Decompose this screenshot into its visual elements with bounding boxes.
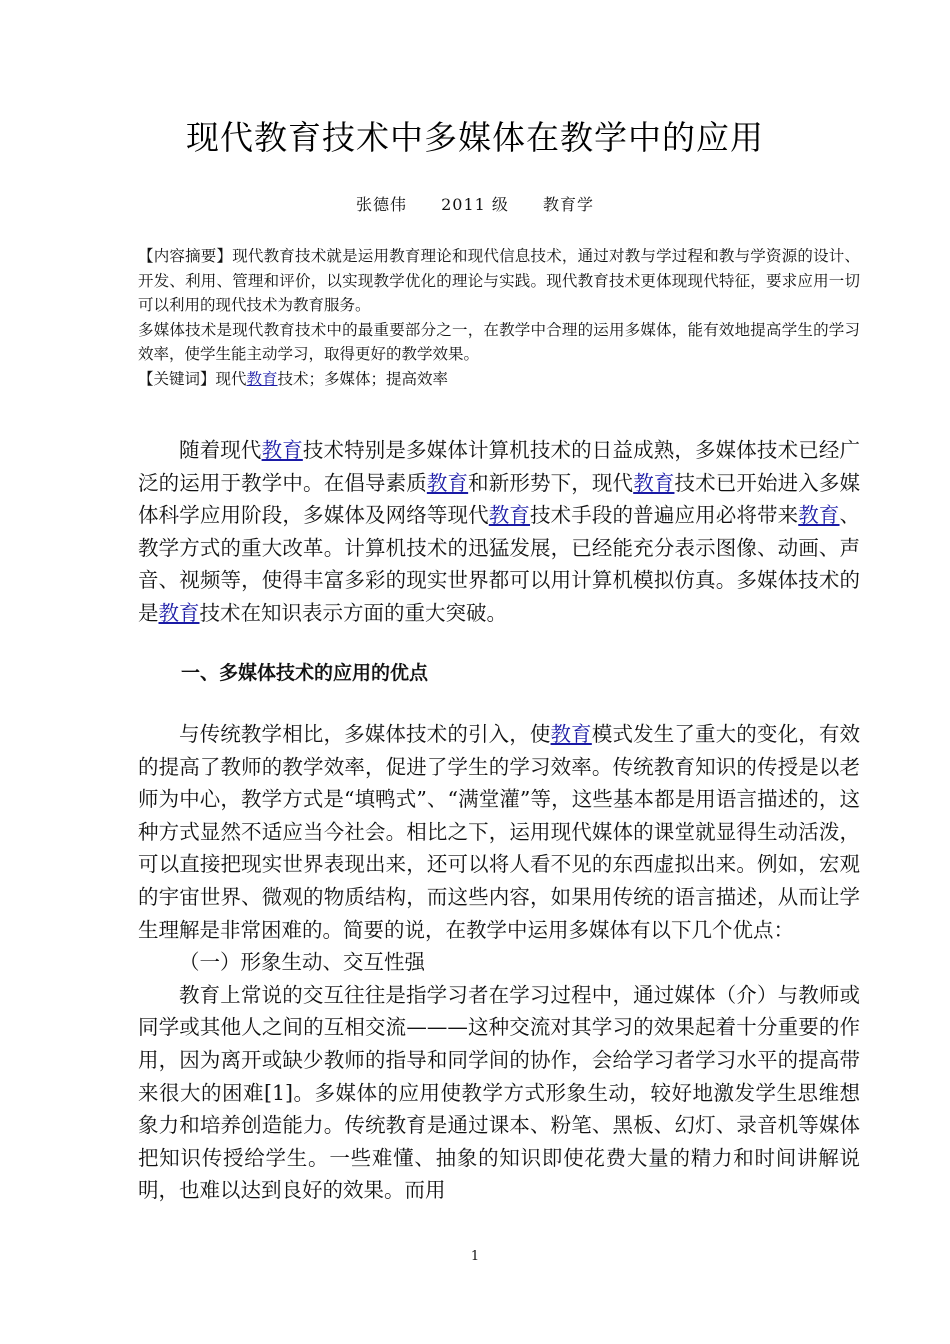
text-run: 模式发生了重大的变化，有效的提高了教师的教学效率，促进了学生的学习效率。传统教育知识的传授是以老师为中心，教学方式是“填鸭式”、“满堂灌”等，这些基本都是用语言描述的，这种方式显然不适应当今社会。相比之下，运用现代媒体的课堂就显得生动活泼，可以直接把现实世界表现出来，还可以将人看不见的东西虚拟出来。例如，宏观的宇宙世界、微观的物质结构，而这些内容，如果用传统的语言描述，从而让学生理解是非常困难的。简要的说，在教学中运用多媒体有以下几个优点： <box>138 722 860 942</box>
abstract-block <box>138 244 860 391</box>
section-paragraph <box>138 718 860 946</box>
text-run: 、教学方式的重大改革。计算机技术的迅猛发展，已经能充分表示图像、动画、声音、视频等，使得丰富多彩的现实世界都可以用计算机模拟仿真。多媒体技术的是 <box>138 503 861 625</box>
author-name: 张德伟 <box>355 195 407 214</box>
keyword-link[interactable]: 教育 <box>488 503 531 528</box>
text-run: 技术特别是多媒体计算机技术的日益成熟，多媒体技术已经广泛的运用于教学中。在倡导素质 <box>138 438 860 495</box>
text-run: 技术手段的普遍应用必将带来 <box>530 503 799 528</box>
keyword-link[interactable]: 教育 <box>158 600 200 625</box>
paper-title: 现代教育技术中多媒体在教学中的应用 <box>186 118 764 157</box>
keywords-line <box>138 367 860 392</box>
abstract-paragraph: 【内容摘要】现代教育技术就是运用教育理论和现代信息技术，通过对教与学过程和教与学资源的设计、开发、利用、管理和评价，以实现教学优化的理论与实践。现代教育技术更体现现代特征，要求应用一切可以利用的现代技术为教育服务。 <box>138 247 860 314</box>
text-run: 技术已开始进入多媒体科学应用阶段，多媒体及网络等现代 <box>138 470 861 528</box>
keyword-link[interactable]: 教育 <box>798 503 840 528</box>
subsection-heading: （一）形象生动、交互性强 <box>179 950 425 975</box>
abstract-paragraph-2: 多媒体技术是现代教育技术中的最重要部分之一，在教学中合理的运用多媒体，能有效地提高学生的学习效率，使学生能主动学习，取得更好的教学效果。 <box>138 320 860 363</box>
text-run: 与传统教学相比，多媒体技术的引入，使 <box>179 722 551 746</box>
author-year: 2011 级 <box>441 195 509 214</box>
keyword-link[interactable]: 教育 <box>633 470 675 495</box>
keywords-prefix: 【关键词】现代 <box>138 369 247 388</box>
section-heading: 一、多媒体技术的应用的优点 <box>181 662 429 684</box>
keyword-link[interactable]: 教育 <box>550 722 592 746</box>
section-paragraph-2: 教育上常说的交互往往是指学习者在学习过程中，通过媒体（介）与教师或同学或其他人之间的互相交流———这种交流对其学习的效果起着十分重要的作用，因为离开或缺少教师的指导和同学间的协作，会给学习者学习水平的提高带来很大的困难[1]。多媒体的应用使教学方式形象生动，较好地激发学生思维想象力和培养创造能力。传统教育是通过课本、粉笔、黑板、幻灯、录音机等媒体把知识传授给学生。一些难懂、抽象的知识即使花费大量的精力和时间讲解说明，也难以达到良好的效果。而用 <box>138 982 860 1203</box>
intro-paragraph <box>138 434 860 630</box>
keyword-link[interactable]: 教育 <box>426 470 469 495</box>
author-major: 教育学 <box>543 195 595 214</box>
page-number: 1 <box>470 1249 480 1264</box>
keywords-suffix: 技术；多媒体；提高效率 <box>277 369 449 388</box>
text-run: 随着现代 <box>179 438 262 462</box>
keyword-link[interactable]: 教育 <box>261 438 303 462</box>
intro-section <box>138 434 860 630</box>
section-1-body <box>138 718 860 1207</box>
keyword-link[interactable]: 教育 <box>246 369 278 388</box>
author-line <box>0 192 950 215</box>
text-run: 技术在知识表示方面的重大突破。 <box>199 600 507 625</box>
text-run: 和新形势下，现代 <box>468 470 634 495</box>
